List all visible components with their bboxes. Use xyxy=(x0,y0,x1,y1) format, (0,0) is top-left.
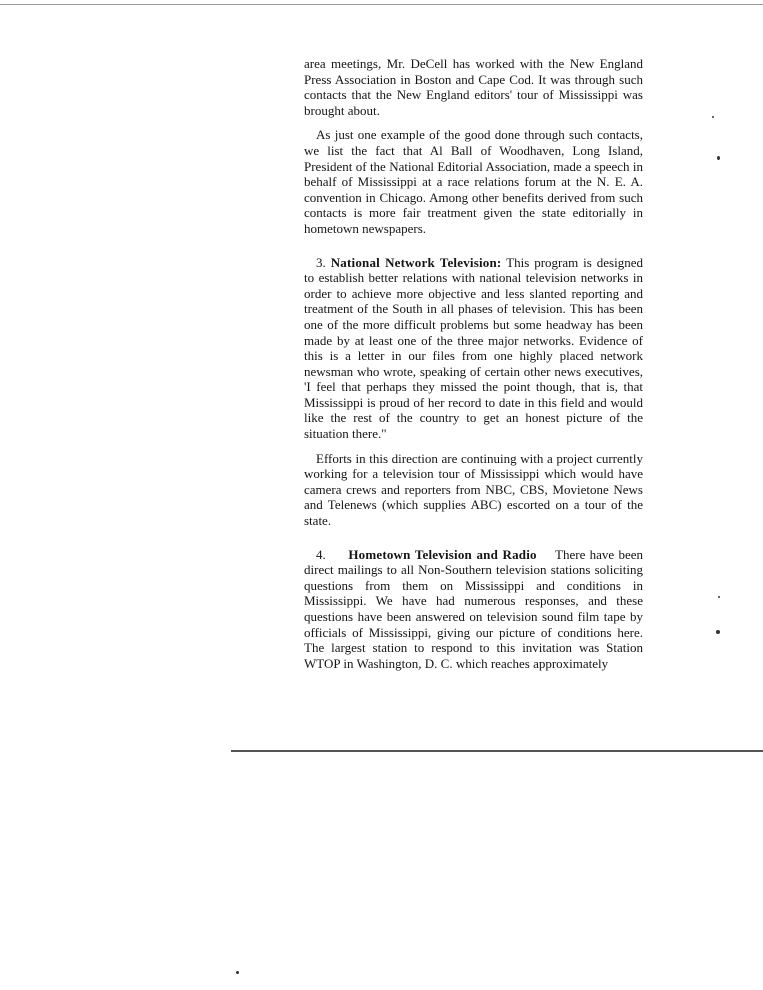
bottom-rule xyxy=(231,750,763,752)
paragraph-example-contacts: As just one example of the good done through such contacts, we list the fact that Al Ball of Woodhaven, Long Island, President of the National Editorial Association, made a speech in behalf of Mississippi at a race relations forum at the N. E. A. convention in Chicago. Among other benefits derived from such contacts is more fair treatment given the state editorially in hometown newspapers. xyxy=(304,127,643,236)
paragraph-editors-tour: area meetings, Mr. DeCell has worked with the New England Press Association in Boston and Cape Cod. It was through such contacts that the New England editors' tour of Mississippi was brought about. xyxy=(304,56,643,118)
section-heading: National Network Television: xyxy=(330,254,502,270)
scan-speck xyxy=(236,971,239,974)
section-body: This program is designed to establish better relations with national television networks in order to achieve more objective and less slanted reporting and treatment of the South in all phases of television. This has been one of the more difficult problems but some headway has been made by at least one of the three major networks. Evidence of this is a letter in our files from one highly placed network newsman who wrote, speaking of certain other news executives, 'I feel that perhaps they missed the point though, that is, that Mississippi is proud of her record to date in this field and would like the rest of the country to get an honest picture of the situation there." xyxy=(304,254,643,442)
section-number: 4. xyxy=(316,546,326,562)
section-national-network-television xyxy=(304,255,643,442)
top-edge-rule xyxy=(0,4,763,5)
scan-speck xyxy=(718,596,720,598)
scan-speck xyxy=(717,156,720,160)
section-body: There have been direct mailings to all Non-Southern television stations soliciting questions from them on Mississippi and conditions in Mississippi. We have had numerous responses, and these questions have been answered on television sound film tape by officials of Mississippi, giving our picture of conditions here. The largest station to respond to this invitation was Station WTOP in Washington, D. C. which reaches approximately xyxy=(304,546,643,671)
scan-speck xyxy=(712,116,714,118)
scan-speck xyxy=(716,630,720,634)
section-heading: Hometown Television and Radio xyxy=(348,546,537,562)
section-hometown-television-radio xyxy=(304,547,643,672)
section-number: 3. xyxy=(316,254,326,270)
paragraph-television-tour: Efforts in this direction are continuing with a project currently working for a television tour of Mississippi which would have camera crews and reporters from NBC, CBS, Movietone News and Telenews (which supplies ABC) escorted on a tour of the state. xyxy=(304,450,643,529)
document-text-column xyxy=(304,56,643,671)
